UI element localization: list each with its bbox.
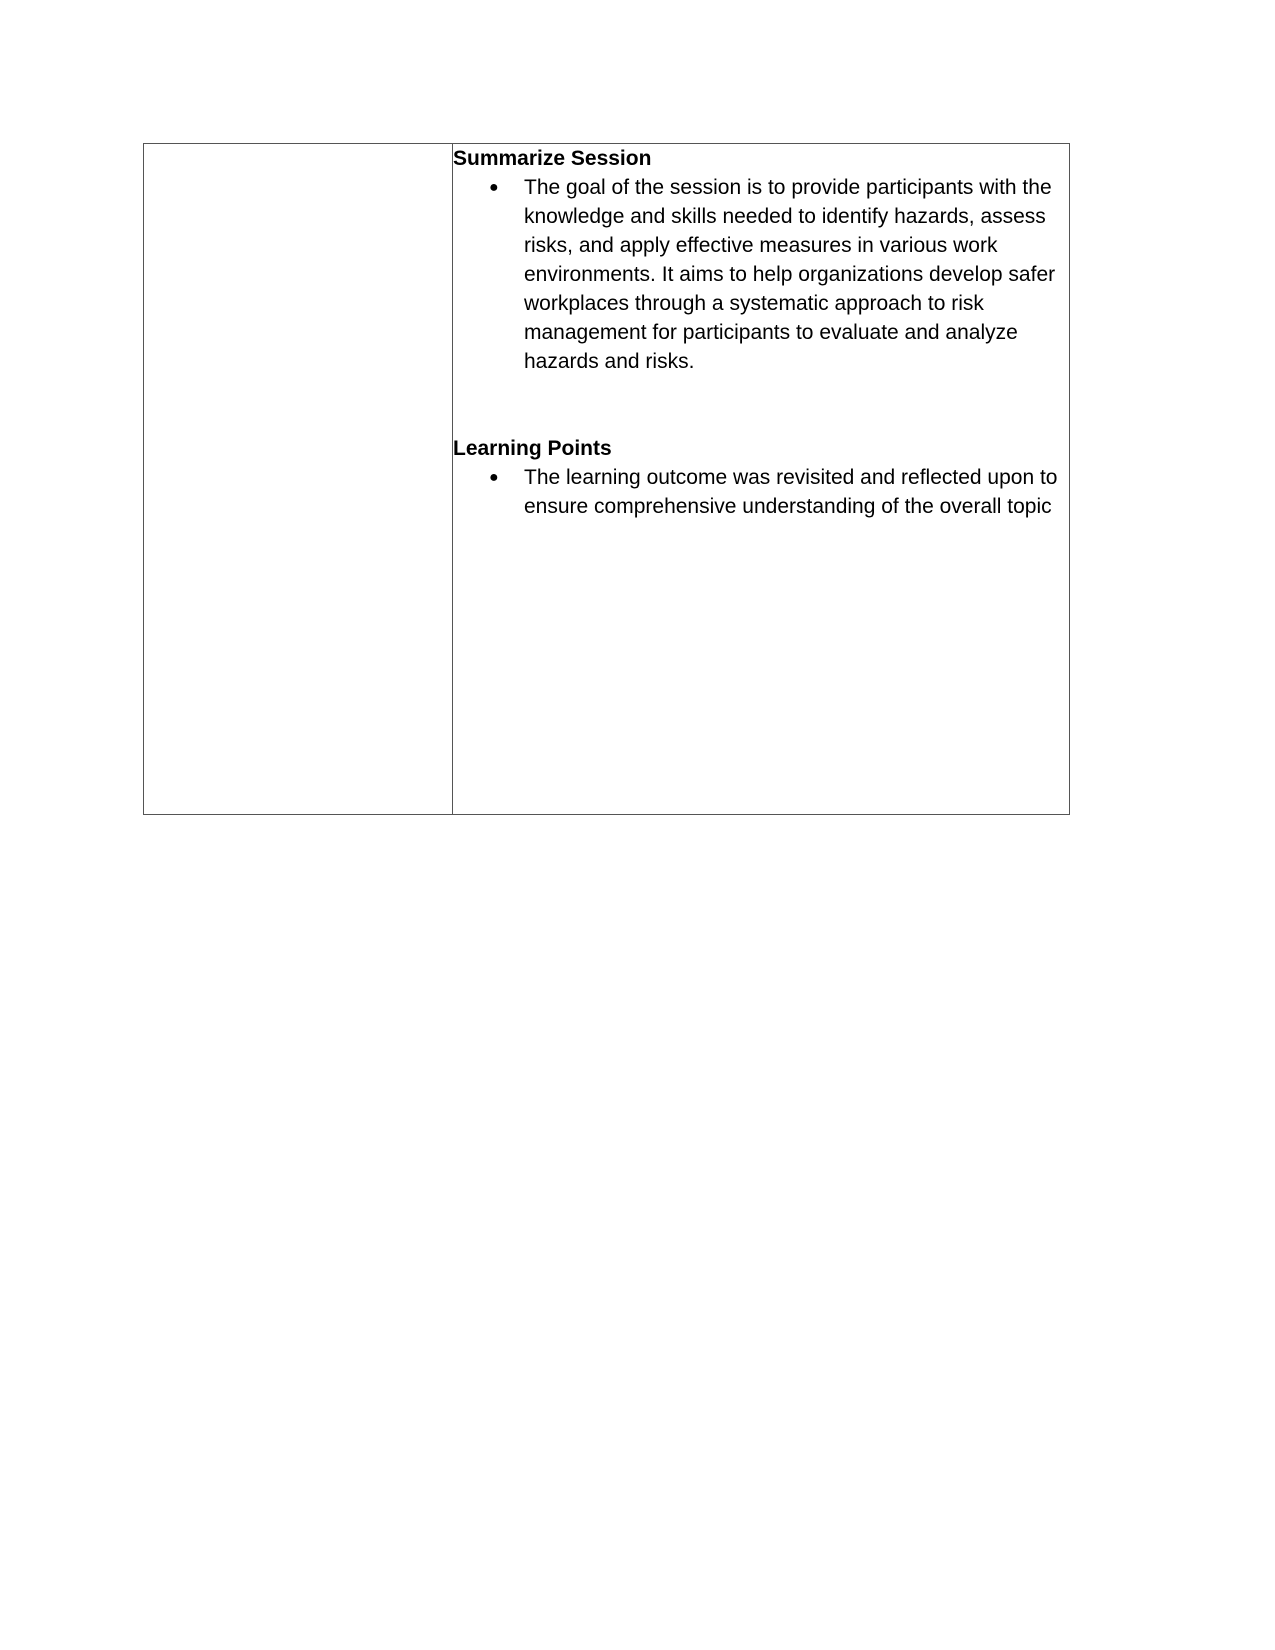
table-row <box>144 144 1070 815</box>
summarize-session-section <box>453 144 1069 376</box>
right-cell <box>453 144 1070 815</box>
list-item <box>453 463 1069 521</box>
section-heading: Learning Points <box>453 437 612 460</box>
session-table <box>143 143 1070 815</box>
bullet-icon: ● <box>489 469 499 486</box>
left-cell <box>144 144 453 815</box>
list-item-text: The learning outcome was revisited and reflected upon to ensure comprehensive understanding of the overall topic <box>524 466 1058 518</box>
bullet-list <box>453 463 1069 521</box>
bullet-list <box>453 173 1069 376</box>
list-item-text: The goal of the session is to provide participants with the knowledge and skills needed to identify hazards, assess risks, and apply effective measures in various work environments. It aims to help organizations develop safer workplaces through a systematic approach to risk management for participants to evaluate and analyze hazards and risks. <box>524 176 1056 373</box>
list-item <box>453 173 1069 376</box>
learning-points-section <box>453 434 1069 521</box>
section-heading: Summarize Session <box>453 147 652 170</box>
spacer <box>453 376 1069 434</box>
bullet-icon: ● <box>489 179 499 196</box>
